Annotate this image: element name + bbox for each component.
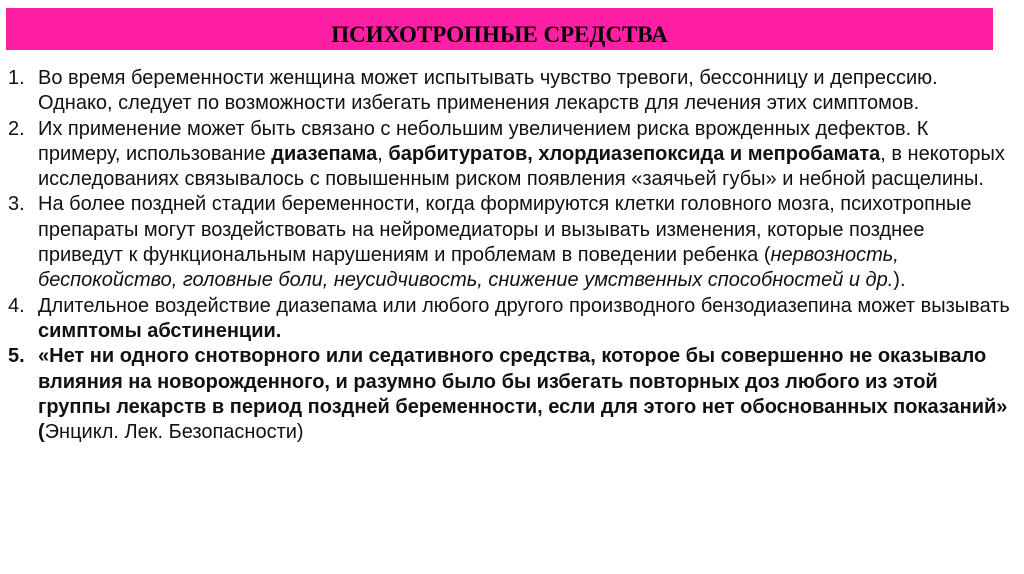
item-text: Во время беременности женщина может испытывать чувство тревоги, бессонницу и депрессию. Однако, следует по возможности избегать применения лекарств для лечения этих симптомов. (38, 67, 938, 115)
slide-title: ПСИХОТРОПНЫЕ СРЕДСТВА (331, 22, 668, 47)
item-text: На более поздней стадии беременности, когда формируются клетки головного мозга, психотропные препараты могут воздействовать на нейромедиаторы и вызывать изменения, которые позднее приведут к функциональным нарушениям и проблемам в поведении ребенка (нервозность, беспокойство, головные боли, неусидчивость, снижение умственных способностей и др.). (38, 193, 972, 292)
item-text: Их применение может быть связано с небольшим увеличением риска врожденных дефектов. К примеру, использование диазепама, барбитуратов, хлордиазепоксида и мепробамата, в некоторых исследованиях связывалось с повышенным риском появления «заячьей губы» и небной расщелины. (38, 117, 1005, 191)
item-number: 2. (8, 117, 25, 140)
drug-names: барбитуратов, хлордиазепоксида и мепробамата (388, 142, 881, 165)
item-text: «Нет ни одного снотворного или седативного средства, которое бы совершенно не оказывало влияния на новорожденного, и разумно было бы избегать повторных доз любого из этой группы лекарств в период поздней беременности, если для этого нет обоснованных показаний» (Энцикл. Лек. Безопасности) (38, 345, 1008, 444)
list-item-4 (8, 294, 1014, 345)
list-item-1 (8, 66, 1014, 117)
drug-name-diazepam: диазепама (271, 142, 378, 165)
list-item-2 (8, 117, 1014, 193)
withdrawal-symptoms: симптомы абстиненции. (38, 319, 282, 342)
source-citation: Энцикл. Лек. Безопасности) (44, 421, 304, 444)
list-item-3 (8, 192, 1014, 293)
item-number: 5. (8, 345, 25, 368)
symptoms-list: нервозность, беспокойство, головные боли, неусидчивость, снижение умственных способностей и др. (38, 244, 899, 292)
item-number: 1. (8, 67, 25, 89)
item-number: 4. (8, 294, 25, 317)
list-item-5 (8, 344, 1014, 445)
item-text: Длительное воздействие диазепама или любого другого производного бензодиазепина может вызывать симптомы абстиненции. (38, 294, 1010, 342)
quote: «Нет ни одного снотворного или седативного средства, которое бы совершенно не оказывало влияния на новорожденного, и разумно было бы избегать повторных доз любого из этой группы лекарств в период поздней беременности, если для этого нет обоснованных показаний» (38, 345, 1008, 418)
item-number: 3. (8, 193, 25, 216)
numbered-list (8, 66, 1014, 445)
